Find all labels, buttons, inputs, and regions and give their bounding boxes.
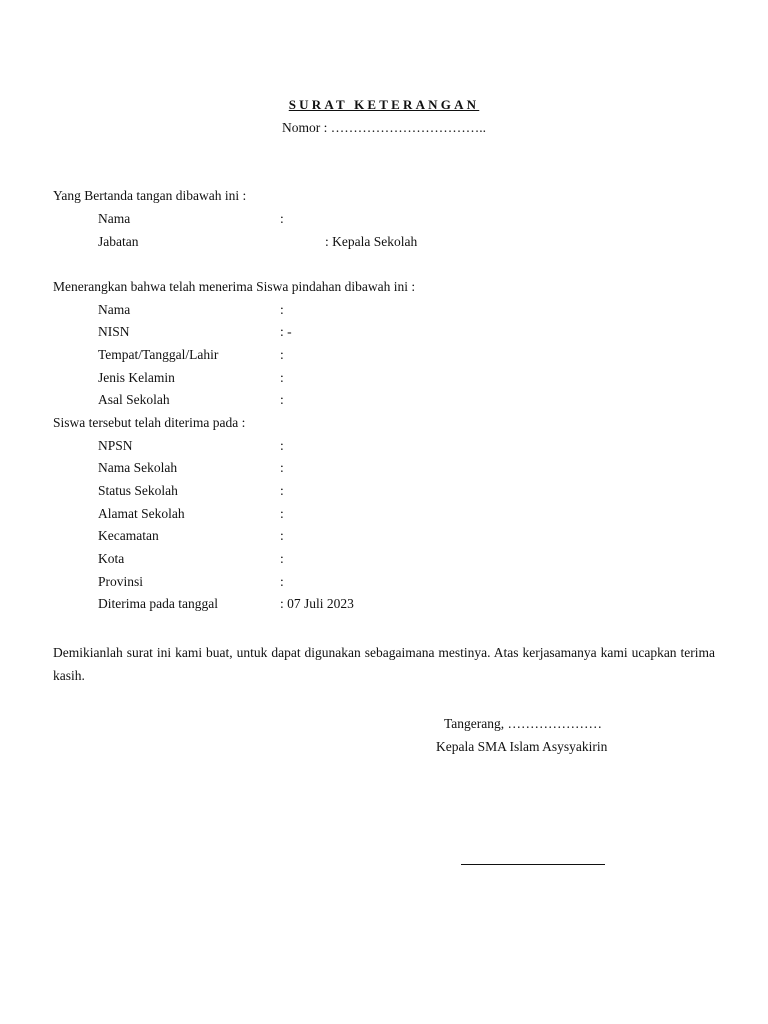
- signatory-name-label: Nama: [98, 211, 131, 226]
- school-field-value: :: [280, 528, 284, 543]
- school-field-label: Provinsi: [98, 574, 144, 589]
- signatory-position-label: Jabatan: [98, 234, 139, 249]
- school-field-label: Kota: [98, 551, 125, 566]
- school-field-value: :: [280, 438, 284, 453]
- signatory-intro: Yang Bertanda tangan dibawah ini :: [53, 188, 247, 203]
- sign-title: Kepala SMA Islam Asysyakirin: [436, 739, 608, 754]
- closing-paragraph: Demikianlah surat ini kami buat, untuk dapat digunakan sebagaimana mestinya. Atas kerjasamanya kami ucapkan terima kasih.: [53, 645, 715, 683]
- school-field-value: :: [280, 483, 284, 498]
- student-field-label: NISN: [98, 324, 130, 339]
- student-field-value: :: [280, 370, 284, 385]
- school-field-label: Status Sekolah: [98, 483, 178, 498]
- school-field-value: :: [280, 574, 284, 589]
- accepted-intro: Siswa tersebut telah diterima pada :: [53, 415, 246, 430]
- signature-line: [461, 864, 605, 865]
- student-field-label: Asal Sekolah: [98, 392, 170, 407]
- signatory-position-value: : Kepala Sekolah: [325, 234, 418, 249]
- school-field-label: NPSN: [98, 438, 133, 453]
- student-field-value: :: [280, 302, 284, 317]
- student-field-label: Tempat/Tanggal/Lahir: [98, 347, 219, 362]
- school-field-value: :: [280, 506, 284, 521]
- school-field-label: Nama Sekolah: [98, 460, 178, 475]
- school-field-value: :: [280, 460, 284, 475]
- student-field-label: Nama: [98, 302, 131, 317]
- student-field-value: :: [280, 347, 284, 362]
- school-field-value: :: [280, 551, 284, 566]
- letter-number: Nomor : ……………………………..: [282, 120, 486, 135]
- school-field-label: Diterima pada tanggal: [98, 596, 218, 611]
- school-field-value: : 07 Juli 2023: [280, 596, 354, 611]
- student-field-label: Jenis Kelamin: [98, 370, 175, 385]
- student-field-value: :: [280, 392, 284, 407]
- school-field-label: Kecamatan: [98, 528, 159, 543]
- letter-title: SURAT KETERANGAN: [288, 97, 480, 112]
- student-intro: Menerangkan bahwa telah menerima Siswa pindahan dibawah ini :: [53, 279, 416, 294]
- student-field-value: : -: [280, 324, 292, 339]
- sign-place-date: Tangerang, …………………: [444, 716, 603, 731]
- school-field-label: Alamat Sekolah: [98, 506, 185, 521]
- signatory-name-value: :: [280, 211, 284, 226]
